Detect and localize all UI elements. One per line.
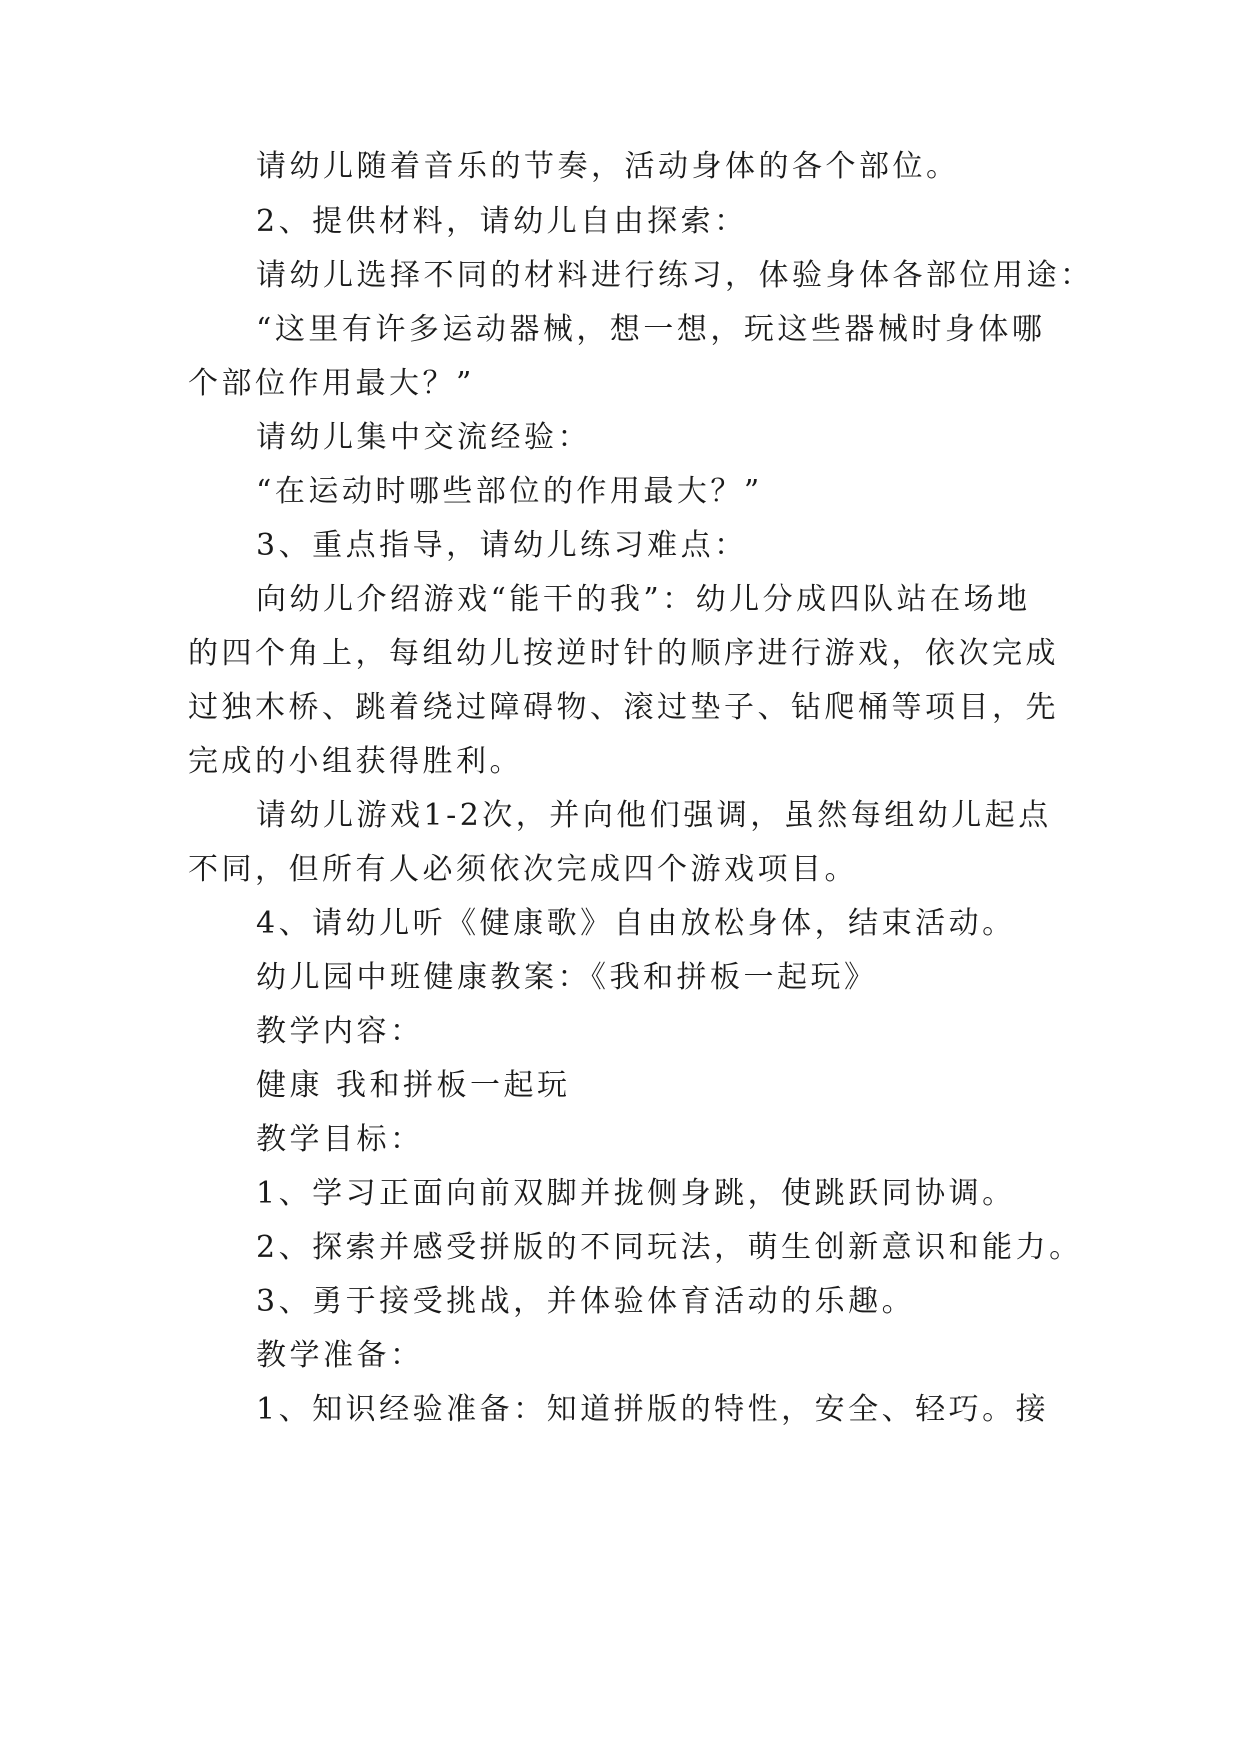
paragraph-line: 的四个角上，每组幼儿按逆时针的顺序进行游戏，依次完成 <box>188 636 1059 671</box>
paragraph-line: 4、请幼儿听《健康歌》自由放松身体，结束活动。 <box>256 906 1016 941</box>
paragraph-line: 过独木桥、跳着绕过障碍物、滚过垫子、钻爬桶等项目，先 <box>188 690 1059 725</box>
section-heading: 幼儿园中班健康教案：《我和拼板一起玩》 <box>256 960 878 995</box>
paragraph-line: 个部位作用最大？” <box>188 366 475 401</box>
paragraph-line: 1、知识经验准备：知道拼版的特性，安全、轻巧。接 <box>256 1392 1050 1427</box>
paragraph-line: 完成的小组获得胜利。 <box>188 744 523 779</box>
paragraph-line: 教学目标： <box>256 1122 424 1157</box>
paragraph-line: 教学内容： <box>256 1014 424 1049</box>
paragraph-line: 2、提供材料，请幼儿自由探索： <box>256 204 748 239</box>
paragraph-line: 1、学习正面向前双脚并拢侧身跳，使跳跃同协调。 <box>256 1176 1016 1211</box>
paragraph-line: “在运动时哪些部位的作用最大？” <box>256 474 763 509</box>
paragraph-line: 请幼儿选择不同的材料进行练习，体验身体各部位用途： <box>256 258 1094 293</box>
paragraph-line: 不同，但所有人必须依次完成四个游戏项目。 <box>188 852 858 887</box>
paragraph-line: 向幼儿介绍游戏“能干的我”：幼儿分成四队站在场地 <box>256 582 1031 617</box>
paragraph-line: 教学准备： <box>256 1338 424 1373</box>
paragraph-line: 3、勇于接受挑战，并体验体育活动的乐趣。 <box>256 1284 916 1319</box>
paragraph-line: 2、探索并感受拼版的不同玩法，萌生创新意识和能力。 <box>256 1230 1083 1265</box>
paragraph-line: 请幼儿游戏1-2次，并向他们强调，虽然每组幼儿起点 <box>256 798 1052 833</box>
paragraph-line: 请幼儿随着音乐的节奏，活动身体的各个部位。 <box>256 149 960 184</box>
paragraph-line: 健康 我和拼板一起玩 <box>256 1068 571 1103</box>
paragraph-line: 请幼儿集中交流经验： <box>256 420 591 455</box>
paragraph-line: “这里有许多运动器械，想一想，玩这些器械时身体哪 <box>256 312 1046 347</box>
paragraph-line: 3、重点指导，请幼儿练习难点： <box>256 528 748 563</box>
